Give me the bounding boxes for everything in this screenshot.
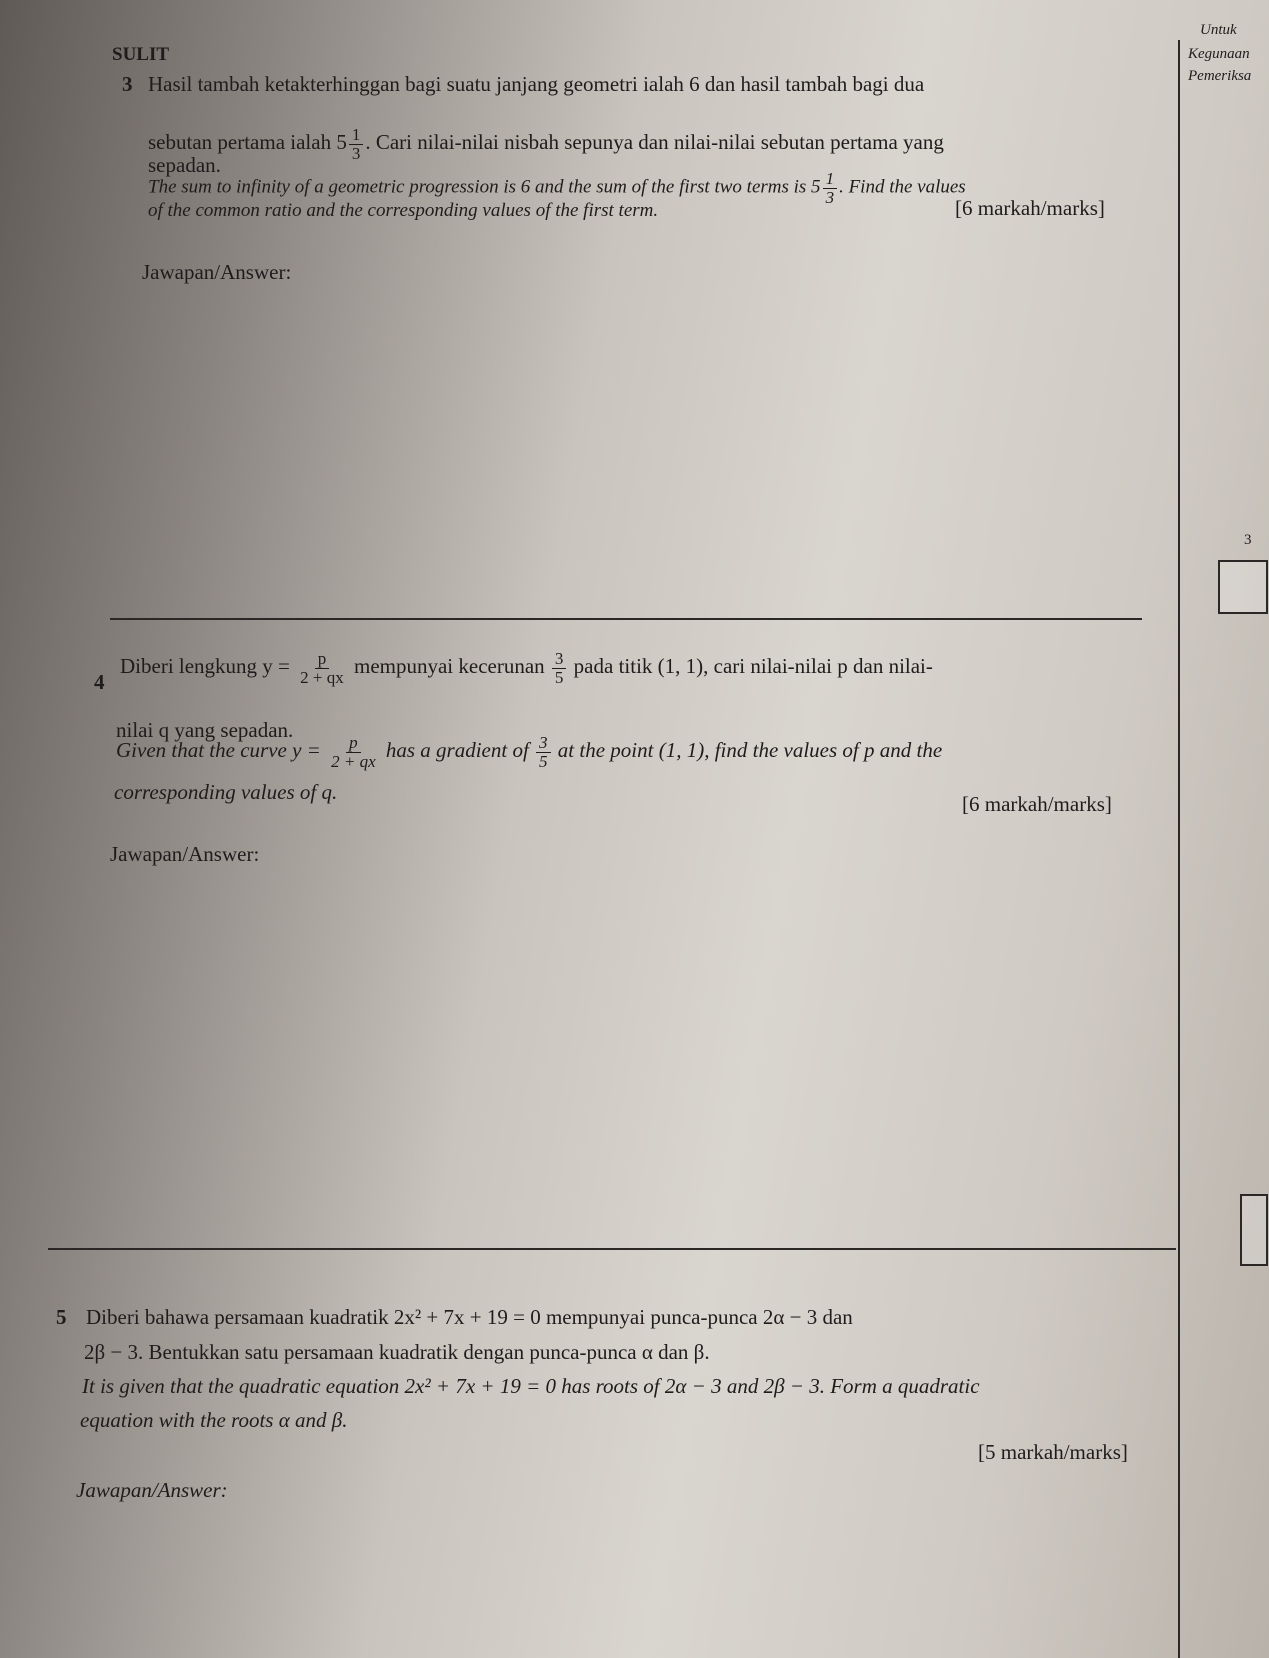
examiner-margin-line <box>1178 40 1180 1658</box>
side-label-untuk: Untuk <box>1200 22 1237 38</box>
q3-english-line2: of the common ratio and the corresponding values of the first term. <box>148 200 659 221</box>
q4-english-line2: corresponding values of q. <box>114 780 338 804</box>
q4-en-curve-num: p <box>346 734 361 753</box>
q3-malay-line3: sepadan. <box>148 153 221 177</box>
q5-english-line2: equation with the roots α and β. <box>80 1408 348 1432</box>
separator-q3-q4 <box>110 618 1142 620</box>
q3-malay-line1: Hasil tambah ketakterhinggan bagi suatu janjang geometri ialah 6 dan hasil tambah bagi dua <box>148 72 925 96</box>
q3-malay-line2-end: . Cari nilai-nilai nisbah sepunya dan nilai-nilai sebutan pertama yang <box>365 130 944 155</box>
q4-english-line1 <box>116 734 942 771</box>
q4-en-curve-den: 2 + qx <box>331 751 376 771</box>
q4-marks: [6 markah/marks] <box>962 792 1112 816</box>
header-sulit: SULIT <box>112 44 170 65</box>
q4-english-end: at the point (1, 1), find the values of p and the <box>557 738 943 763</box>
q5-marks: [5 markah/marks] <box>978 1440 1128 1464</box>
q3-en-frac-num: 1 <box>823 170 838 189</box>
q3-english-fraction <box>823 170 838 207</box>
q3-frac-den: 3 <box>351 143 361 163</box>
q4-curve-den: 2 + qx <box>300 667 344 687</box>
q5-malay-line1: Diberi bahawa persamaan kuadratik 2x² + 7x + 19 = 0 mempunyai punca-punca 2α − 3 dan <box>86 1305 853 1329</box>
side-label-pemeriksa: Pemeriksa <box>1188 68 1252 84</box>
q3-number: 3 <box>122 72 133 96</box>
q4-en-grad-den: 5 <box>539 751 548 771</box>
q3-en-frac-den: 3 <box>825 187 835 207</box>
q4-number: 4 <box>94 670 105 694</box>
q3-fraction <box>349 126 364 163</box>
q3-frac-num: 1 <box>349 126 364 145</box>
q4-malay-mid: mempunyai kecerunan <box>354 654 545 679</box>
q4-grad-den: 5 <box>554 667 564 687</box>
q5-malay-line2: 2β − 3. Bentukkan satu persamaan kuadratik dengan punca-punca α dan β. <box>84 1340 710 1364</box>
q3-malay-line2-start: sebutan pertama ialah 5 <box>148 130 347 155</box>
q3-answer-label: Jawapan/Answer: <box>142 260 292 284</box>
q3-marks: [6 markah/marks] <box>955 196 1105 220</box>
q3-english-line1-end: . Find the values <box>839 176 966 198</box>
q4-answer-label: Jawapan/Answer: <box>110 842 260 866</box>
q4-grad-num: 3 <box>552 650 567 669</box>
q4-english-start: Given that the curve y = <box>116 738 321 763</box>
q5-answer-label: Jawapan/Answer: <box>76 1478 228 1502</box>
q4-en-curve-fraction <box>328 734 379 771</box>
q3-english-line1-start: The sum to infinity of a geometric progression is 6 and the sum of the first two terms is 5 <box>148 176 821 198</box>
q4-malay-line2: nilai q yang sepadan. <box>116 718 294 742</box>
q3-malay-line2 <box>148 126 944 163</box>
side-label-kegunaan: Kegunaan <box>1188 46 1250 62</box>
q4-en-gradient-fraction <box>536 734 551 771</box>
q4-gradient-fraction <box>552 650 567 687</box>
q4-en-grad-num: 3 <box>536 734 551 753</box>
q4-malay-line1 <box>120 650 933 687</box>
separator-q4-q5 <box>48 1248 1176 1250</box>
q3-examiner-mark: 3 <box>1244 532 1252 548</box>
q5-english-line1: It is given that the quadratic equation 2x² + 7x + 19 = 0 has roots of 2α − 3 and 2β − 3. Form a quadratic <box>82 1374 980 1398</box>
q4-curve-num: p <box>315 650 330 669</box>
q4-english-mid: has a gradient of <box>385 738 529 763</box>
q4-malay-end: pada titik (1, 1), cari nilai-nilai p dan nilai- <box>573 654 933 679</box>
q4-examiner-box[interactable] <box>1240 1194 1268 1266</box>
q3-examiner-box[interactable] <box>1218 560 1268 614</box>
q5-number: 5 <box>56 1305 67 1329</box>
q4-malay-start: Diberi lengkung y = <box>120 654 290 679</box>
q4-curve-fraction <box>297 650 347 687</box>
